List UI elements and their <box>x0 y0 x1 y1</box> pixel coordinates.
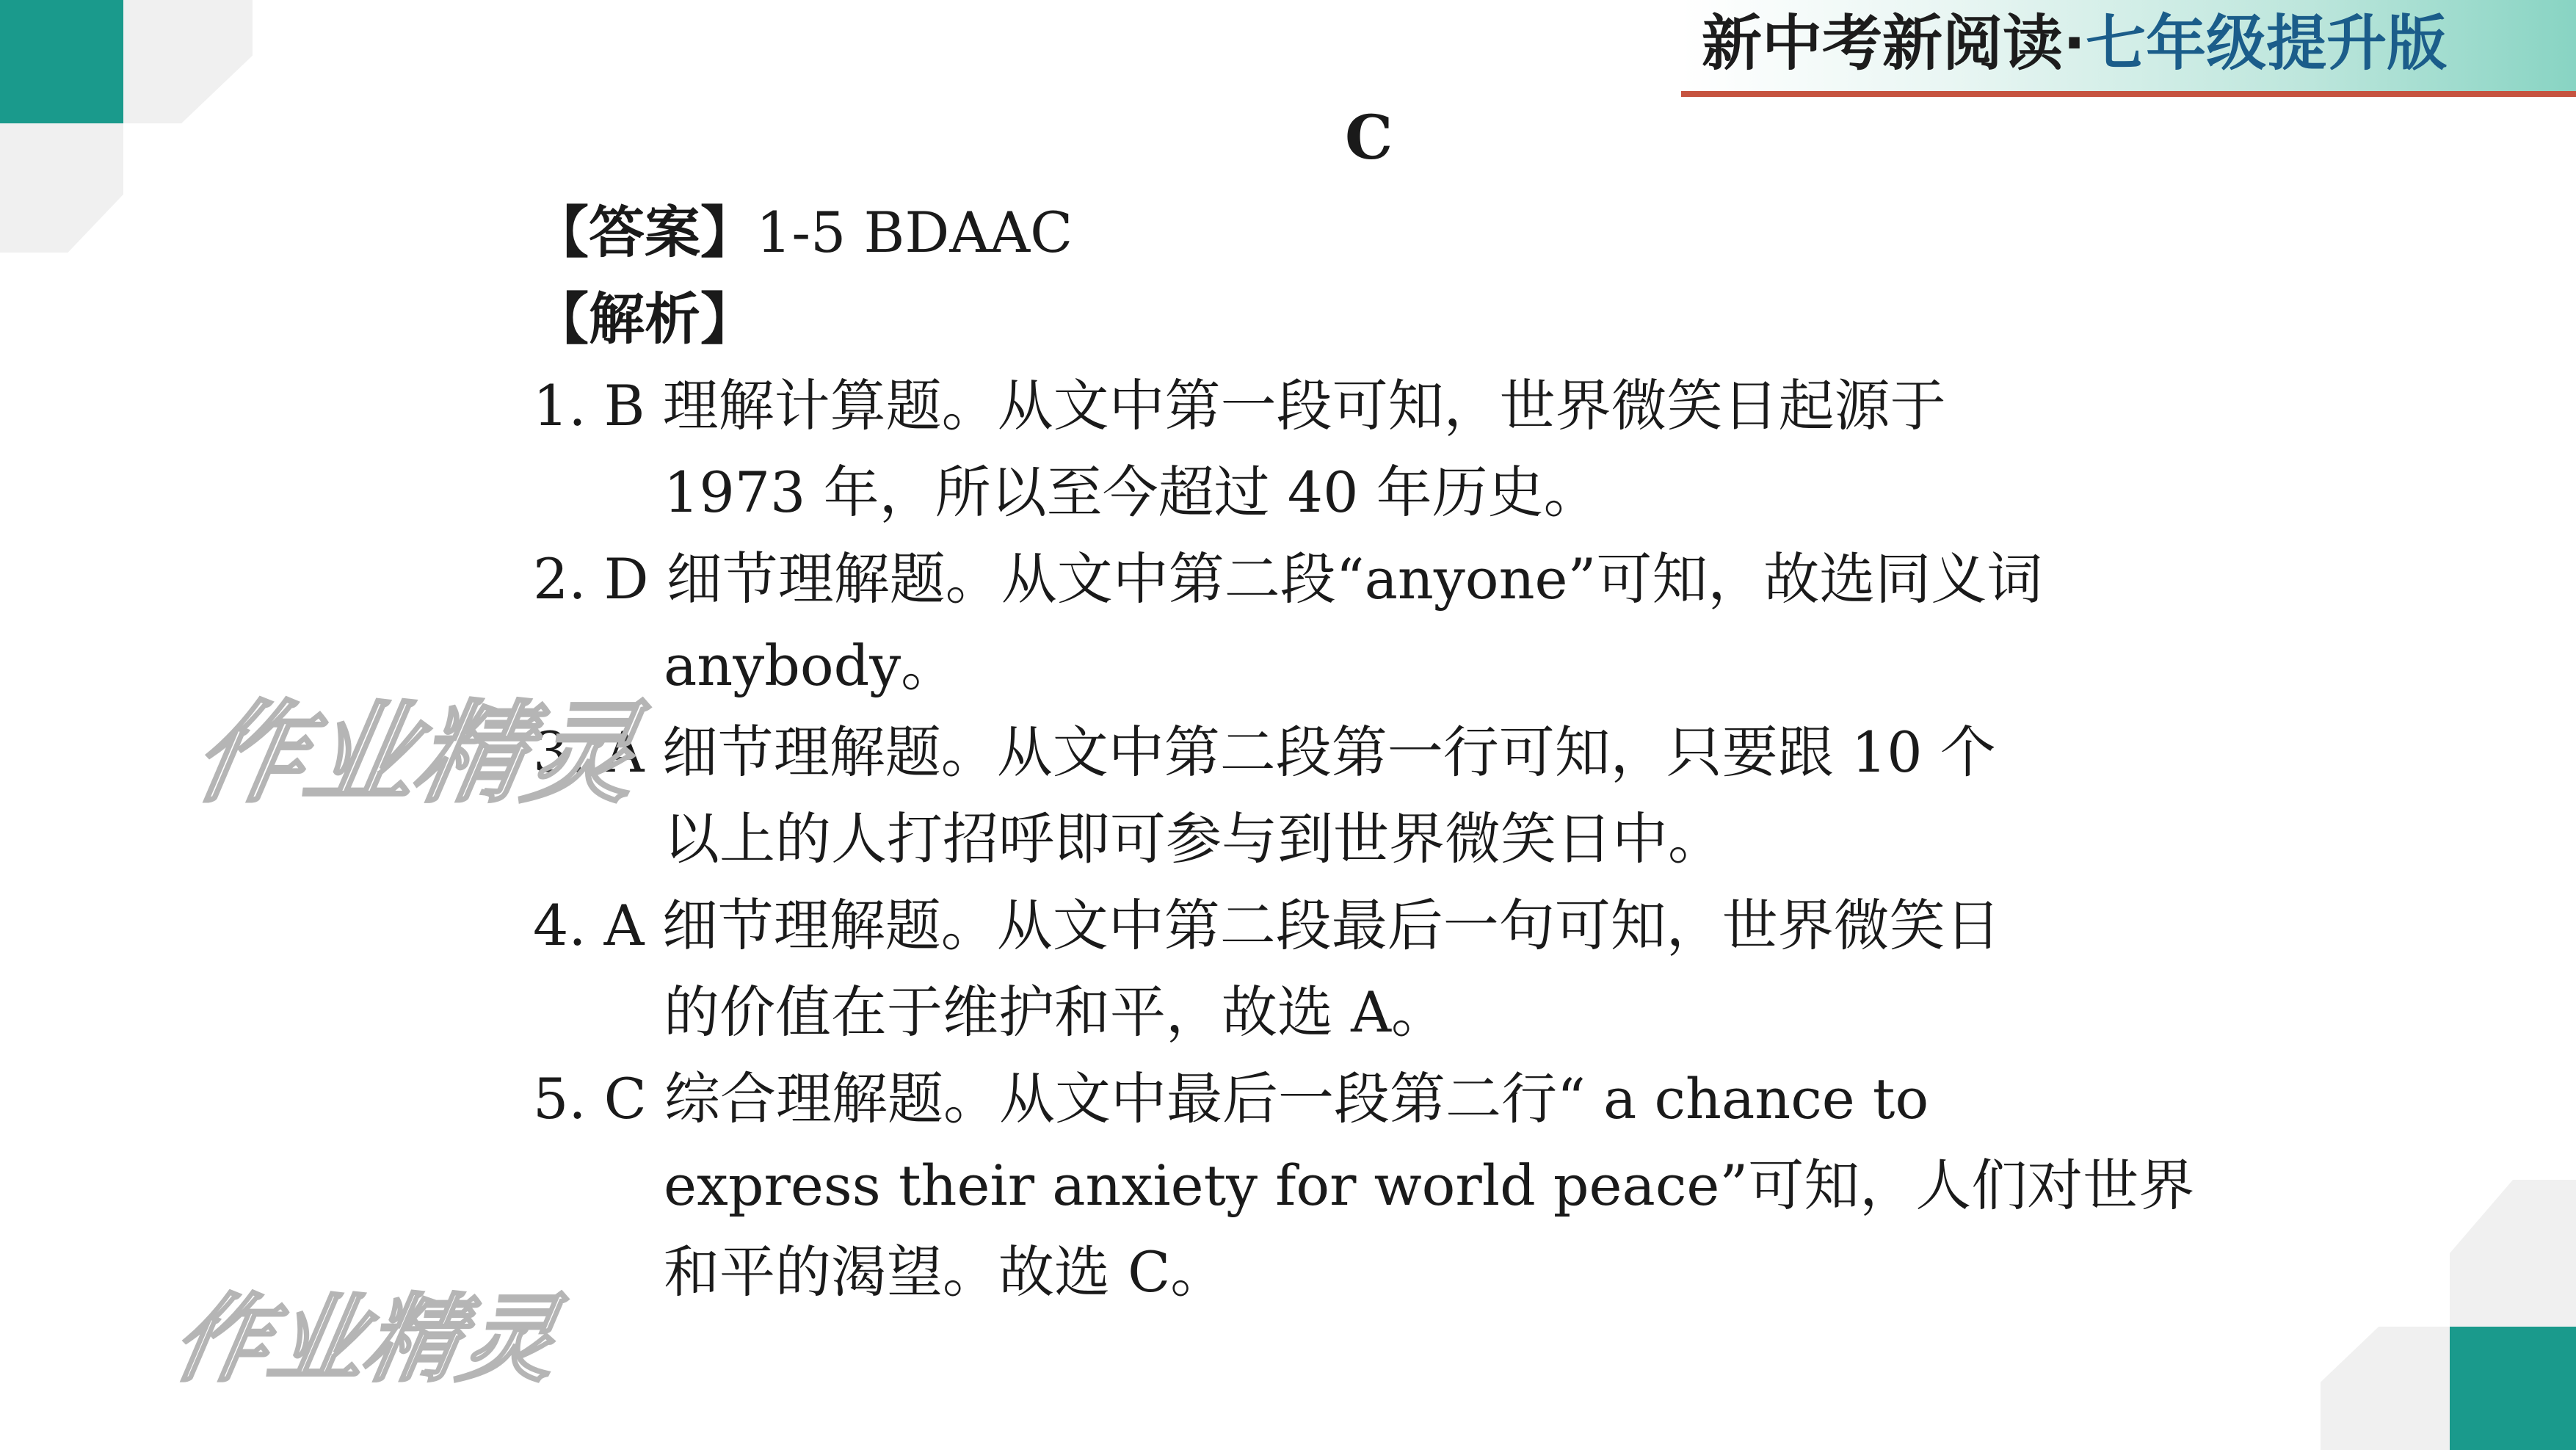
corner-decoration-top-left-shadow <box>123 0 253 123</box>
book-title-edition: 七年级提升版 <box>2086 9 2448 79</box>
corner-decoration-top-left <box>0 0 123 123</box>
answer-label: 【答案】 <box>533 200 756 265</box>
corner-decoration-top-left-shadow-2 <box>0 123 123 253</box>
analysis-item-line: 4. A 细节理解题。从文中第二段最后一句可知，世界微笑日 <box>533 893 2001 958</box>
corner-decoration-bottom-right <box>2450 1327 2576 1450</box>
answer-line <box>533 189 2221 276</box>
analysis-item-line: 1. B 理解计算题。从文中第一段可知，世界微笑日起源于 <box>533 373 1946 438</box>
analysis-label: 【解析】 <box>533 286 756 352</box>
analysis-item-line: 以上的人打招呼即可参与到世界微笑日中。 <box>664 806 1724 871</box>
header-banner <box>1681 0 2576 97</box>
analysis-item-line: 3. A 细节理解题。从文中第二段第一行可知，只要跟 10 个 <box>533 719 1996 785</box>
analysis-item-5 <box>533 1056 2221 1316</box>
analysis-item-1 <box>533 363 2221 536</box>
analysis-item-line: 和平的渴望。故选 C。 <box>664 1239 1227 1305</box>
book-title <box>1702 7 2447 81</box>
watermark: 作业精灵 <box>164 1283 567 1395</box>
corner-decoration-bottom-right-shadow <box>2450 1180 2576 1327</box>
analysis-item-line: 1973 年，所以至今超过 40 年历史。 <box>664 460 1600 525</box>
analysis-item-3 <box>533 709 2221 882</box>
answer-content <box>533 189 2221 1316</box>
analysis-item-line: 的价值在于维护和平，故选 A。 <box>664 979 1448 1045</box>
analysis-item-4 <box>533 882 2221 1056</box>
analysis-item-2 <box>533 536 2221 709</box>
header-stripe <box>1681 91 2576 97</box>
analysis-item-line: 2. D 细节理解题。从文中第二段“anyone”可知，故选同义词 <box>533 546 2043 612</box>
corner-decoration-bottom-right-shadow-2 <box>2321 1327 2450 1450</box>
watermark: 作业精灵 <box>185 690 648 818</box>
analysis-item-line: 5. C 综合理解题。从文中最后一段第二行“ a chance to <box>533 1066 1929 1131</box>
book-title-series: 新中考新阅读· <box>1702 9 2086 79</box>
section-letter: C <box>1345 103 1393 173</box>
analysis-item-line: express their anxiety for world peace”可知，人们对世界 <box>664 1153 2195 1218</box>
analysis-heading <box>533 276 2221 363</box>
answer-value: 1-5 BDAAC <box>756 200 1073 265</box>
analysis-item-line: anybody。 <box>664 633 957 698</box>
